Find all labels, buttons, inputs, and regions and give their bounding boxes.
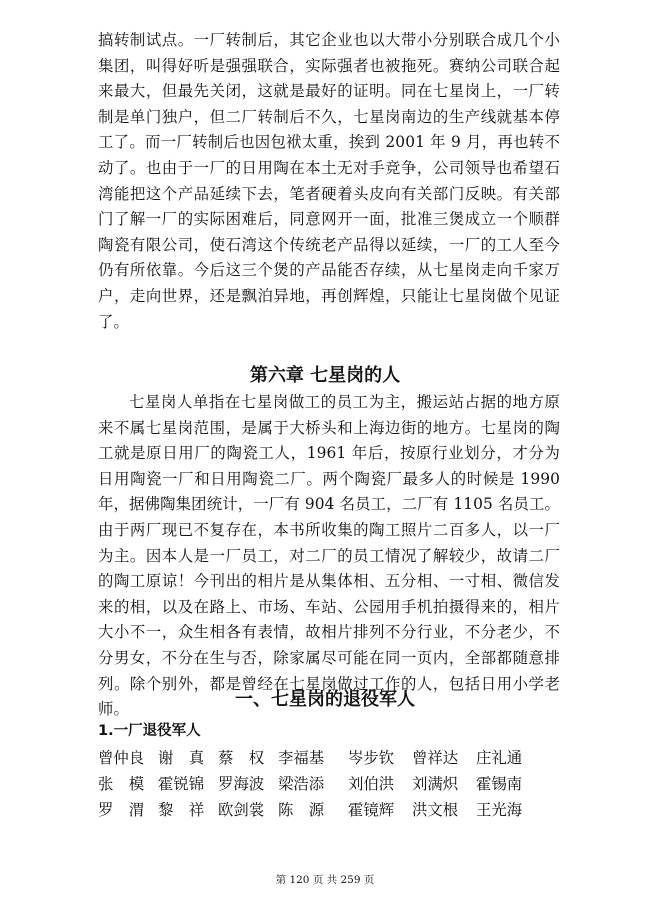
person-name: 梁浩添	[278, 775, 325, 793]
names-row	[98, 771, 560, 797]
person-name: 霍镜辉	[348, 801, 395, 819]
person-name: 庄礼通	[476, 749, 523, 767]
person-name: 欧剑裳	[218, 801, 265, 819]
chapter-title: 第六章 七星岗的人	[249, 365, 401, 386]
person-name: 王光海	[476, 801, 523, 819]
section-title: 一、七星岗的退役军人	[235, 689, 415, 710]
names-table	[98, 745, 560, 823]
person-name: 刘满炽	[412, 775, 459, 793]
sub-section-title: 1.一厂退役军人	[98, 723, 201, 739]
names-row	[98, 797, 560, 823]
names-row	[98, 745, 560, 771]
person-name: 霍锡南	[476, 775, 523, 793]
person-name: 张 模	[98, 775, 145, 793]
person-name: 罗 渭	[98, 801, 145, 819]
person-name: 蔡 权	[218, 749, 265, 767]
person-name: 黎 祥	[158, 801, 205, 819]
person-name: 曾祥达	[412, 749, 459, 767]
person-name: 霍锐锦	[158, 775, 205, 793]
person-name: 曾仲良	[98, 749, 145, 767]
person-name: 李福基	[278, 749, 325, 767]
person-name: 洪文根	[412, 801, 459, 819]
person-name: 刘伯洪	[348, 775, 395, 793]
person-name: 谢 真	[158, 749, 205, 767]
paragraph-intro-continuation: 搞转制试点。一厂转制后，其它企业也以大带小分别联合成几个小集团，叫得好听是强强联合，实际强者也被拖死。赛纳公司联合起来最大，但最先关闭，这就是最好的证明。同在七星岗上，一厂转制是单门独户，但二厂转制后不久，七星岗南边的生产线就基本停工了。而一厂转制后也因包袱太重，挨到 2001 年 9 月，再也转不动了。也由于一厂的日用陶在本土无对手竞争，公司领导也希望石湾能把这个产品延续下去，笔者硬着头皮向有关部门反映。有关部门了解一厂的实际困难后，同意网开一面，批准三煲成立一个顺群陶瓷有限公司，使石湾这个传统老产品得以延续，一厂的工人至今仍有所依靠。今后这三个煲的产品能否存续，从七星岗走向千家万户，走向世界，还是飘泊异地，再创辉煌，只能让七星岗做个见证了。	[98, 31, 560, 331]
person-name: 岑步钦	[348, 749, 395, 767]
page-footer: 第 120 页 共 259 页	[275, 874, 375, 886]
person-name: 陈 源	[278, 801, 325, 819]
paragraph-chapter-intro: 七星岗人单指在七星岗做工的员工为主，搬运站占据的地方原来不属七星岗范围，是属于大桥头和上海边街的地方。七星岗的陶工就是原日用厂的陶瓷工人，1961 年后，按原行业划分，才分为日用陶瓷一厂和日用陶瓷二厂。两个陶瓷厂最多人的时候是 1990 年，据佛陶集团统计，一厂有 904 名员工，二厂有 1105 名员工。由于两厂现已不复存在，本书所收集的陶工照片二百多人，以一厂为主。因本人是一厂员工，对二厂的员工情况了解较少，故请二厂的陶工原谅！今刊出的相片是从集体相、五分相、一寸相、微信发来的相，以及在路上、市场、车站、公园用手机拍摄得来的，相片大小不一，众生相各有表情，故相片排列不分行业，不分老少，不分男女，不分在生与否，除家属尽可能在同一页内，全部都随意排列。除个别外，都是曾经在七星岗做过工作的人，包括日用小学老师。	[98, 393, 560, 719]
person-name: 罗海波	[218, 775, 265, 793]
